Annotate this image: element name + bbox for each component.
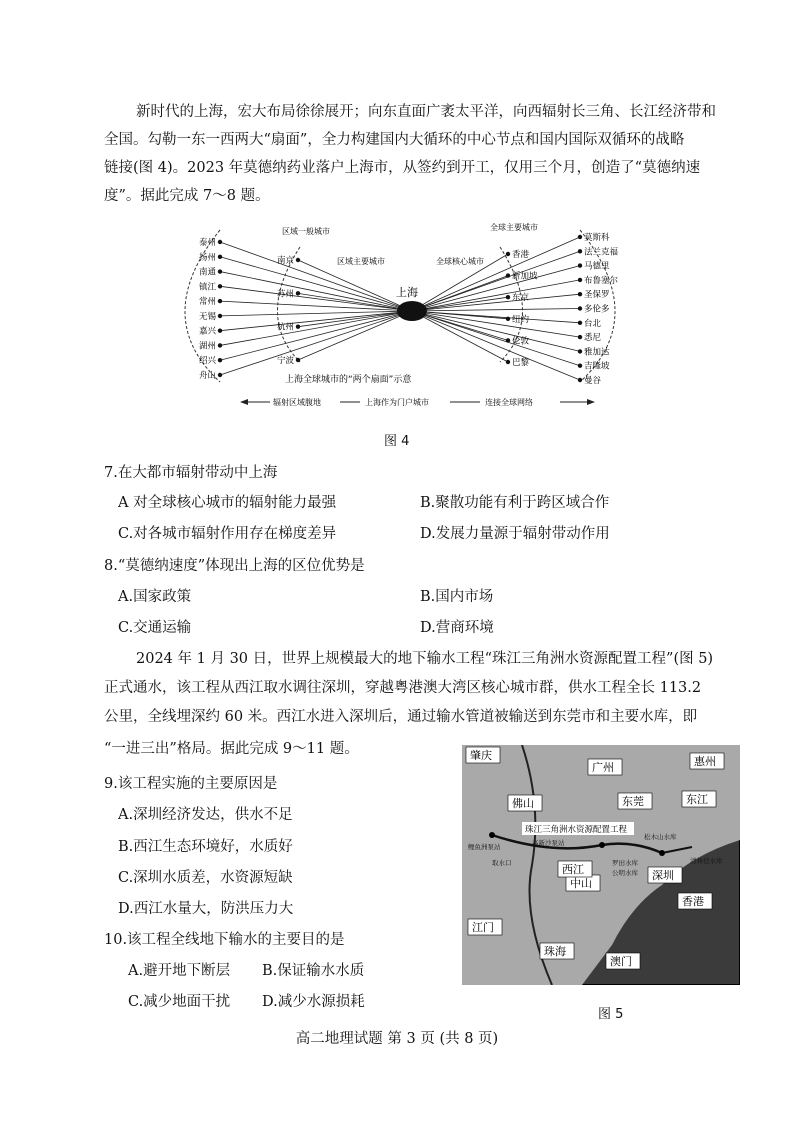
q8-option-a: A.国家政策 [118, 589, 192, 605]
city-dot [218, 343, 222, 347]
city-dot [506, 338, 510, 342]
city-dot [578, 292, 582, 296]
city-dot [218, 299, 222, 303]
left-outer-city-label: 镇江 [198, 282, 216, 293]
city-dot [506, 252, 510, 256]
map-city-label: 佛山 [512, 797, 534, 810]
right-inner-city-label: 香港 [512, 250, 530, 260]
city-dot [296, 258, 300, 262]
city-dot [218, 373, 222, 377]
q9-option-a: A.深圳经济发达，供水不足 [118, 807, 293, 823]
city-dot [506, 295, 510, 299]
passage2-line3: 公里，全线埋深约 60 米。西江水进入深圳后，通过输水管道被输送到东莞市和主要水库，即 [104, 709, 698, 725]
fan-line [412, 266, 580, 311]
map-small-label: 取水口 [492, 859, 512, 867]
city-dot [218, 328, 222, 332]
right-outer-city-label: 圣保罗 [584, 290, 610, 301]
map-small-label: 公明水库 [612, 869, 638, 877]
q10-stem: 10.该工程全线地下输水的主要目的是 [104, 932, 345, 948]
map-small-label: 鲤鱼洲泵站 [468, 843, 501, 851]
fan-line [220, 311, 412, 345]
right-inner-city-label: 新加坡 [512, 271, 538, 282]
passage1-line1: 新时代的上海，宏大布局徐徐展开；向东直面广袤太平洋，向西辐射长三角、长江经济带和 [136, 104, 716, 120]
q10-option-c: C.减少地面干扰 [128, 994, 231, 1010]
fan-line [412, 311, 580, 366]
right-outer-city-label: 马德里 [584, 261, 610, 272]
passage2-line2: 正式通水，该工程从西江取水调往深圳，穿越粤港澳大湾区核心城市群，供水工程全长 113.2 [104, 680, 702, 696]
city-dot [578, 364, 582, 368]
city-dot [296, 324, 300, 328]
city-dot [218, 314, 222, 318]
map-city-label: 澳门 [610, 955, 632, 968]
city-dot [578, 278, 582, 282]
right-outer-city-label: 雅加达 [584, 347, 610, 358]
figure-5-caption: 图 5 [598, 1007, 624, 1022]
map-city-label: 珠海 [544, 945, 566, 958]
right-outer-city-label: 法兰克福 [584, 247, 619, 258]
right-inner-city-label: 伦敦 [512, 336, 530, 347]
map-city-label: 江门 [472, 921, 494, 934]
passage1-line4: 度”。据此完成 7～8 题。 [104, 188, 270, 204]
map-city-label: 深圳 [652, 869, 674, 882]
city-dot [296, 291, 300, 295]
city-dot [506, 273, 510, 277]
city-dot [578, 321, 582, 325]
q7-option-b: B.聚散功能有利于跨区域合作 [420, 495, 610, 511]
map-city-label: 惠州 [694, 755, 716, 768]
city-dot [578, 349, 582, 353]
city-dot [578, 235, 582, 239]
right-outer-city-label: 莫斯科 [584, 233, 610, 243]
page-footer: 高二地理试题 第 3 页 (共 8 页) [295, 1031, 499, 1047]
left-outer-city-label: 湖州 [198, 341, 216, 352]
passage1-line3: 链接(图 4)。2023 年莫德纳药业落户上海市，从签约到开工，仅用三个月，创造了“莫德纳速 [104, 160, 701, 176]
left-outer-city-label: 泰州 [198, 238, 216, 248]
q8-option-d: D.营商环境 [420, 620, 494, 636]
tier-label-right-outer: 全球主要城市 [490, 223, 538, 232]
bottom-left-label: 辐射区域腹地 [273, 398, 321, 407]
map-city-label: 中山 [570, 877, 592, 890]
city-dot [218, 284, 222, 288]
passage2-line1: 2024 年 1 月 30 日，世界上规模最大的地下输水工程“珠江三角洲水资源配置工程”(图 5) [136, 651, 714, 667]
q10-option-a: A.避开地下断层 [128, 963, 231, 979]
q7-option-d: D.发展力量源于辐射带动作用 [420, 526, 610, 542]
fan-line [220, 286, 412, 311]
figure-4-caption: 图 4 [384, 434, 410, 449]
q10-option-b: B.保证输水水质 [262, 963, 365, 979]
right-inner-city-label: 巴黎 [512, 358, 530, 368]
map-small-label: 清林径水库 [690, 857, 723, 865]
city-dot [578, 306, 582, 310]
map-city-label: 广州 [592, 761, 614, 774]
passage2-line4: “一进三出”格局。据此完成 9～11 题。 [104, 741, 359, 757]
q7-stem: 7.在大都市辐射带动中上海 [104, 465, 278, 481]
q9-option-c: C.深圳水质差，水资源短缺 [118, 870, 293, 886]
figure-5-map [462, 745, 740, 985]
left-inner-city-label: 杭州 [276, 322, 294, 333]
fan-line [412, 237, 580, 311]
fan-line [220, 242, 412, 311]
tier-label-right-inner: 全球核心城市 [436, 257, 484, 266]
city-dot [218, 269, 222, 273]
right-outer-city-label: 多伦多 [584, 304, 610, 315]
right-outer-city-label: 布鲁塞尔 [584, 275, 619, 286]
left-outer-city-label: 绍兴 [198, 356, 216, 367]
q8-option-b: B.国内市场 [420, 589, 494, 605]
bottom-right-label: 连接全球网络 [485, 398, 533, 407]
map-city-label: 东莞 [622, 795, 644, 808]
fan-line [412, 280, 580, 311]
city-dot [506, 317, 510, 321]
city-dot [578, 263, 582, 267]
tier-label-left-inner: 区域主要城市 [337, 257, 385, 266]
map-city-label: 东江 [686, 793, 708, 806]
right-outer-city-label: 台北 [584, 318, 602, 329]
fan-line [220, 272, 412, 311]
right-inner-city-label: 纽约 [512, 314, 530, 325]
passage1-line2: 全国。勾勒一东一西两大“扇面”，全力构建国内大循环的中心节点和国内国际双循环的战略 [104, 132, 685, 148]
map-small-label: 高新沙泵站 [532, 839, 565, 847]
map-city-label: 肇庆 [470, 749, 492, 762]
q8-stem: 8.“莫德纳速度”体现出上海的区位优势是 [104, 558, 365, 574]
city-dot [218, 358, 222, 362]
city-dot [578, 249, 582, 253]
left-outer-city-label: 嘉兴 [198, 326, 216, 337]
left-outer-city-label: 无锡 [198, 311, 216, 322]
city-dot [218, 240, 222, 244]
shanghai-node [397, 301, 427, 321]
left-outer-city-label: 舟山 [198, 371, 216, 381]
bottom-mid-label: 上海作为门户城市 [365, 398, 429, 407]
fig4-subtitle: 上海全球城市的“两个扇面”示意 [285, 375, 412, 385]
q7-option-a: A 对全球核心城市的辐射能力最强 [118, 495, 337, 511]
left-inner-city-label: 宁波 [276, 356, 294, 366]
city-dot [506, 360, 510, 364]
center-label: 上海 [396, 286, 418, 299]
left-outer-city-label: 常州 [198, 297, 216, 308]
map-city-label: 香港 [682, 895, 704, 908]
right-inner-city-label: 东京 [512, 293, 530, 304]
map-small-label: 松木山水库 [644, 833, 677, 841]
right-outer-city-label: 吉隆坡 [584, 361, 610, 372]
q8-option-c: C.交通运输 [118, 620, 192, 636]
right-outer-city-label: 悉尼 [584, 333, 602, 344]
left-outer-city-label: 南通 [198, 267, 216, 278]
city-dot [578, 335, 582, 339]
left-outer-city-label: 扬州 [198, 252, 216, 263]
map-small-label: 罗田水库 [612, 859, 638, 867]
city-dot [218, 255, 222, 259]
fan-line [220, 311, 412, 360]
q9-option-b: B.西江生态环境好，水质好 [118, 839, 293, 855]
city-dot [296, 358, 300, 362]
left-inner-city-label: 苏州 [276, 289, 294, 300]
project-label: 珠江三角洲水资源配置工程 [525, 825, 628, 835]
q9-option-d: D.西江水量大，防洪压力大 [118, 901, 294, 917]
map-city-label: 西江 [562, 863, 584, 876]
right-outer-city-label: 曼谷 [584, 376, 602, 386]
left-inner-city-label: 南京 [276, 256, 294, 266]
figure-4-diagram [160, 212, 650, 427]
q9-stem: 9.该工程实施的主要原因是 [104, 776, 278, 792]
q10-option-d: D.减少水源损耗 [262, 994, 365, 1010]
tier-label-left-outer: 区域一般城市 [282, 227, 330, 236]
city-dot [578, 378, 582, 382]
q7-option-c: C.对各城市辐射作用存在梯度差异 [118, 526, 337, 542]
